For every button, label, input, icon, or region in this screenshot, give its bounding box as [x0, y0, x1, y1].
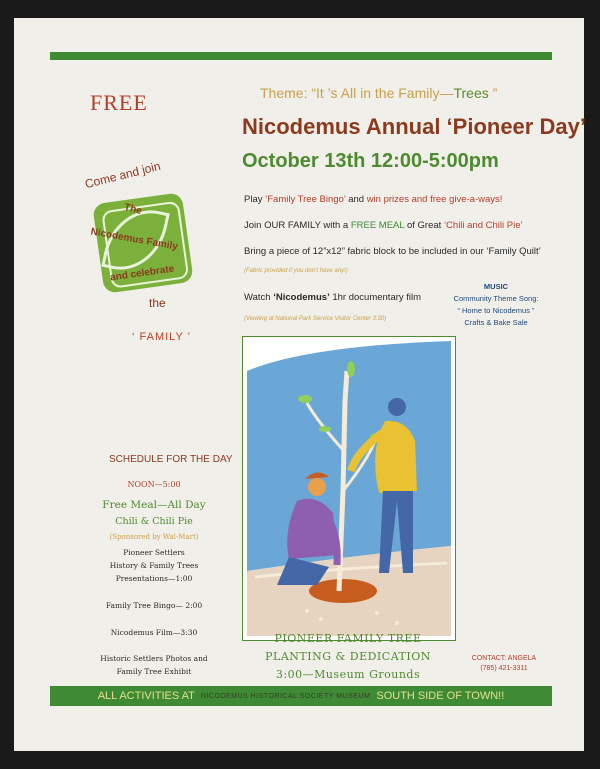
illustration-frame: [242, 336, 456, 641]
play-line: Play ‘Family Tree Bingo’ and win prizes and free give-a-ways!: [244, 194, 503, 205]
family-label: ‘ FAMILY ’: [132, 331, 192, 343]
schedule-settlers-2: History & Family Trees: [109, 561, 199, 570]
pebble: [395, 621, 399, 625]
contact-label: CONTACT: ANGELA: [471, 655, 537, 662]
come-and-join: Come and join: [83, 158, 162, 192]
watch-line: Watch ‘Nicodemus’ 1hr documentary film: [244, 292, 422, 303]
standing-man-head: [388, 398, 406, 416]
top-green-bar: [50, 52, 552, 60]
flyer-paper: [14, 18, 584, 751]
fabric-note: (Fabric provided if you don’t have any!): [244, 268, 348, 274]
planting-line-3: 3:00—Museum Grounds: [275, 668, 421, 681]
leaf-2: [298, 395, 312, 403]
schedule-settlers-1: Pioneer Settlers: [123, 548, 185, 557]
contact-phone: (785) 421-3311: [480, 665, 528, 672]
schedule-noon: NOON—5:00: [127, 480, 181, 489]
bring-line: Bring a piece of 12”x12” fabric block to be included in our ‘Family Quilt’: [244, 246, 541, 257]
event-title: Nicodemus Annual ‘Pioneer Day’: [242, 114, 586, 139]
schedule-sponsor: (Sponsored by Wal-Mart): [109, 533, 199, 541]
event-date: October 13th 12:00-5:00pm: [242, 150, 499, 172]
leaf-1: [347, 361, 355, 377]
music-line-3: Crafts & Bake Sale: [464, 318, 528, 327]
schedule-film: Nicodemus Film—3:30: [110, 628, 198, 637]
planting-line-1: PIONEER FAMILY TREE: [274, 632, 422, 645]
free-label: FREE: [90, 90, 148, 115]
join-line: Join OUR FAMILY with a FREE MEAL of Great ‘Chili and Chili Pie’: [244, 220, 523, 231]
footer-suffix: SOUTH SIDE OF TOWN!!: [376, 690, 505, 702]
music-line-1: Community Theme Song:: [453, 294, 539, 303]
the-label: the: [149, 296, 166, 310]
music-box: [436, 281, 556, 329]
contact-info: [464, 654, 544, 674]
logo-text-the: The: [122, 202, 143, 217]
schedule-title: SCHEDULE FOR THE DAY: [109, 454, 233, 465]
theme-line: Theme: “It ’s All in the Family—Trees ”: [260, 85, 498, 101]
logo-text-family: Nicodemus Family: [89, 226, 179, 253]
schedule-meal: Free Meal—All Day: [102, 499, 206, 511]
schedule-photos-1: Historic Settlers Photos and: [100, 654, 208, 663]
planting-dedication: [242, 630, 454, 684]
music-line-2: “ Home to Nicodemus ”: [457, 306, 535, 315]
music-heading: MUSIC: [483, 282, 509, 291]
schedule-photos-2: Family Tree Exhibit: [116, 667, 192, 676]
tree-planting-illustration: [247, 341, 451, 636]
leaf-4: [319, 426, 331, 432]
viewing-note: (Viewing at National Park Service Visitor Center 3:30): [244, 316, 387, 322]
pebble: [305, 609, 309, 613]
schedule-bingo: Family Tree Bingo— 2:00: [105, 601, 203, 610]
soil-mound: [309, 579, 377, 603]
footer-prefix: ALL ACTIVITIES AT: [97, 690, 195, 702]
planting-line-2: PLANTING & DEDICATION: [265, 650, 431, 663]
pebble: [375, 611, 379, 615]
kneeling-man-face: [308, 478, 326, 496]
schedule-chili: Chili & Chili Pie: [115, 516, 193, 527]
pebble: [319, 617, 323, 621]
footer-green-bar: [50, 686, 552, 706]
logo-text-celebrate: and celebrate: [109, 263, 175, 284]
footer-location: NICODEMUS HISTORICAL SOCIETY MUSEUM: [200, 692, 371, 700]
schedule-settlers-3: Presentations—1:00: [115, 574, 193, 583]
